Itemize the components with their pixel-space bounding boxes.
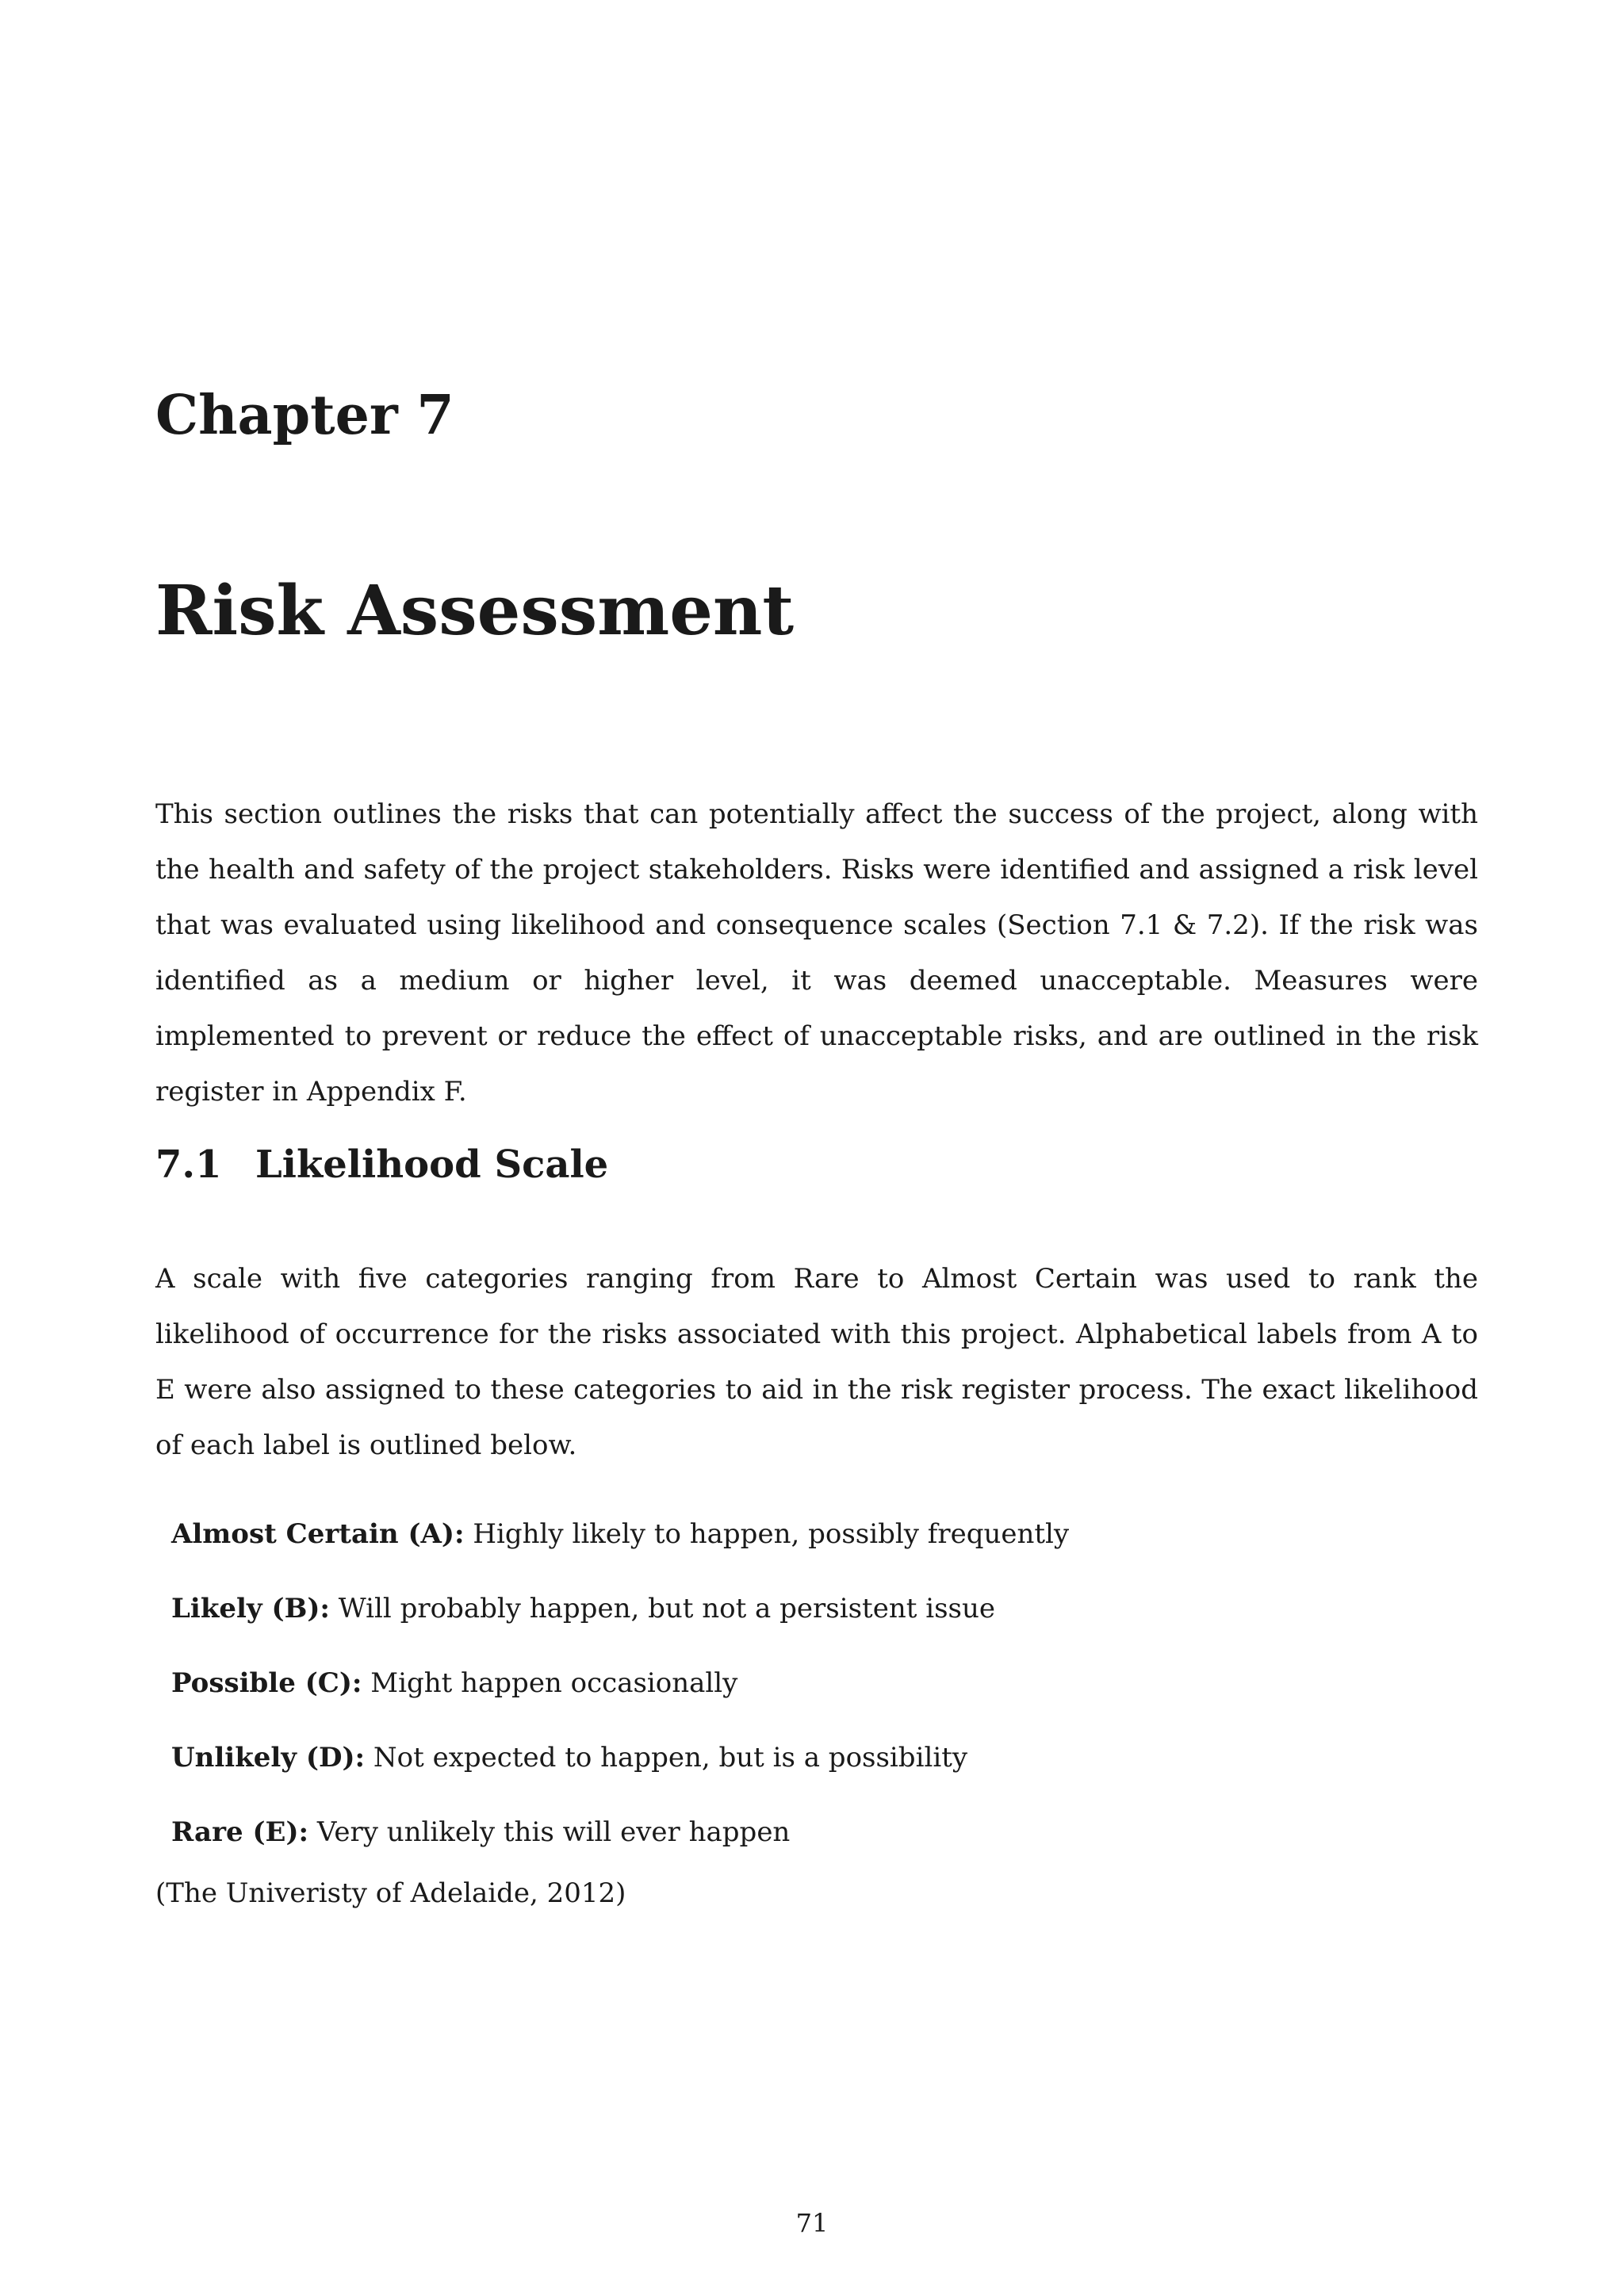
chapter-title: Risk Assessment <box>155 571 795 651</box>
section-body-paragraph: A scale with five categories ranging from Rare to Almost Certain was used to rank the likelihood of occurrence for the risks associated with this project. Alphabetical labels from A to E were also assigned to these categories to aid in the risk register process. The exact likelihood of each label is outlined below. <box>155 1263 1478 1461</box>
section-heading <box>155 1142 609 1187</box>
scale-description: Will probably happen, but not a persistent issue <box>338 1593 995 1624</box>
scale-term: Likely (B): <box>171 1593 330 1624</box>
list-item <box>171 1720 1472 1795</box>
scale-description: Not expected to happen, but is a possibility <box>373 1742 968 1774</box>
scale-description: Highly likely to happen, possibly frequently <box>473 1518 1070 1550</box>
list-item <box>171 1571 1472 1646</box>
scale-term: Unlikely (D): <box>171 1742 366 1774</box>
page-number: 71 <box>795 2208 829 2238</box>
list-item <box>171 1497 1472 1571</box>
section-number: 7.1 <box>155 1142 222 1187</box>
scale-description: Might happen occasionally <box>370 1667 738 1699</box>
list-item <box>171 1646 1472 1720</box>
chapter-label: Chapter 7 <box>155 384 454 447</box>
scale-term: Almost Certain (A): <box>171 1518 465 1550</box>
scale-term: Possible (C): <box>171 1667 362 1699</box>
section-title: Likelihood Scale <box>255 1142 609 1187</box>
citation: (The Univeristy of Adelaide, 2012) <box>155 1877 626 1909</box>
scale-description: Very unlikely this will ever happen <box>316 1816 791 1848</box>
likelihood-scale-list <box>171 1497 1472 1869</box>
intro-paragraph: This section outlines the risks that can potentially affect the success of the project, along with the health and safety of the project stakeholders. Risks were identified and assigned a risk level that was evaluated using likelihood and consequence scales (Section 7.1 & 7.2). If the risk was identified as a medium or higher level, it was deemed unacceptable. Measures were implemented to prevent or reduce the effect of unacceptable risks, and are outlined in the risk register in Appendix F. <box>155 798 1478 1108</box>
list-item <box>171 1795 1472 1869</box>
scale-term: Rare (E): <box>171 1816 309 1848</box>
